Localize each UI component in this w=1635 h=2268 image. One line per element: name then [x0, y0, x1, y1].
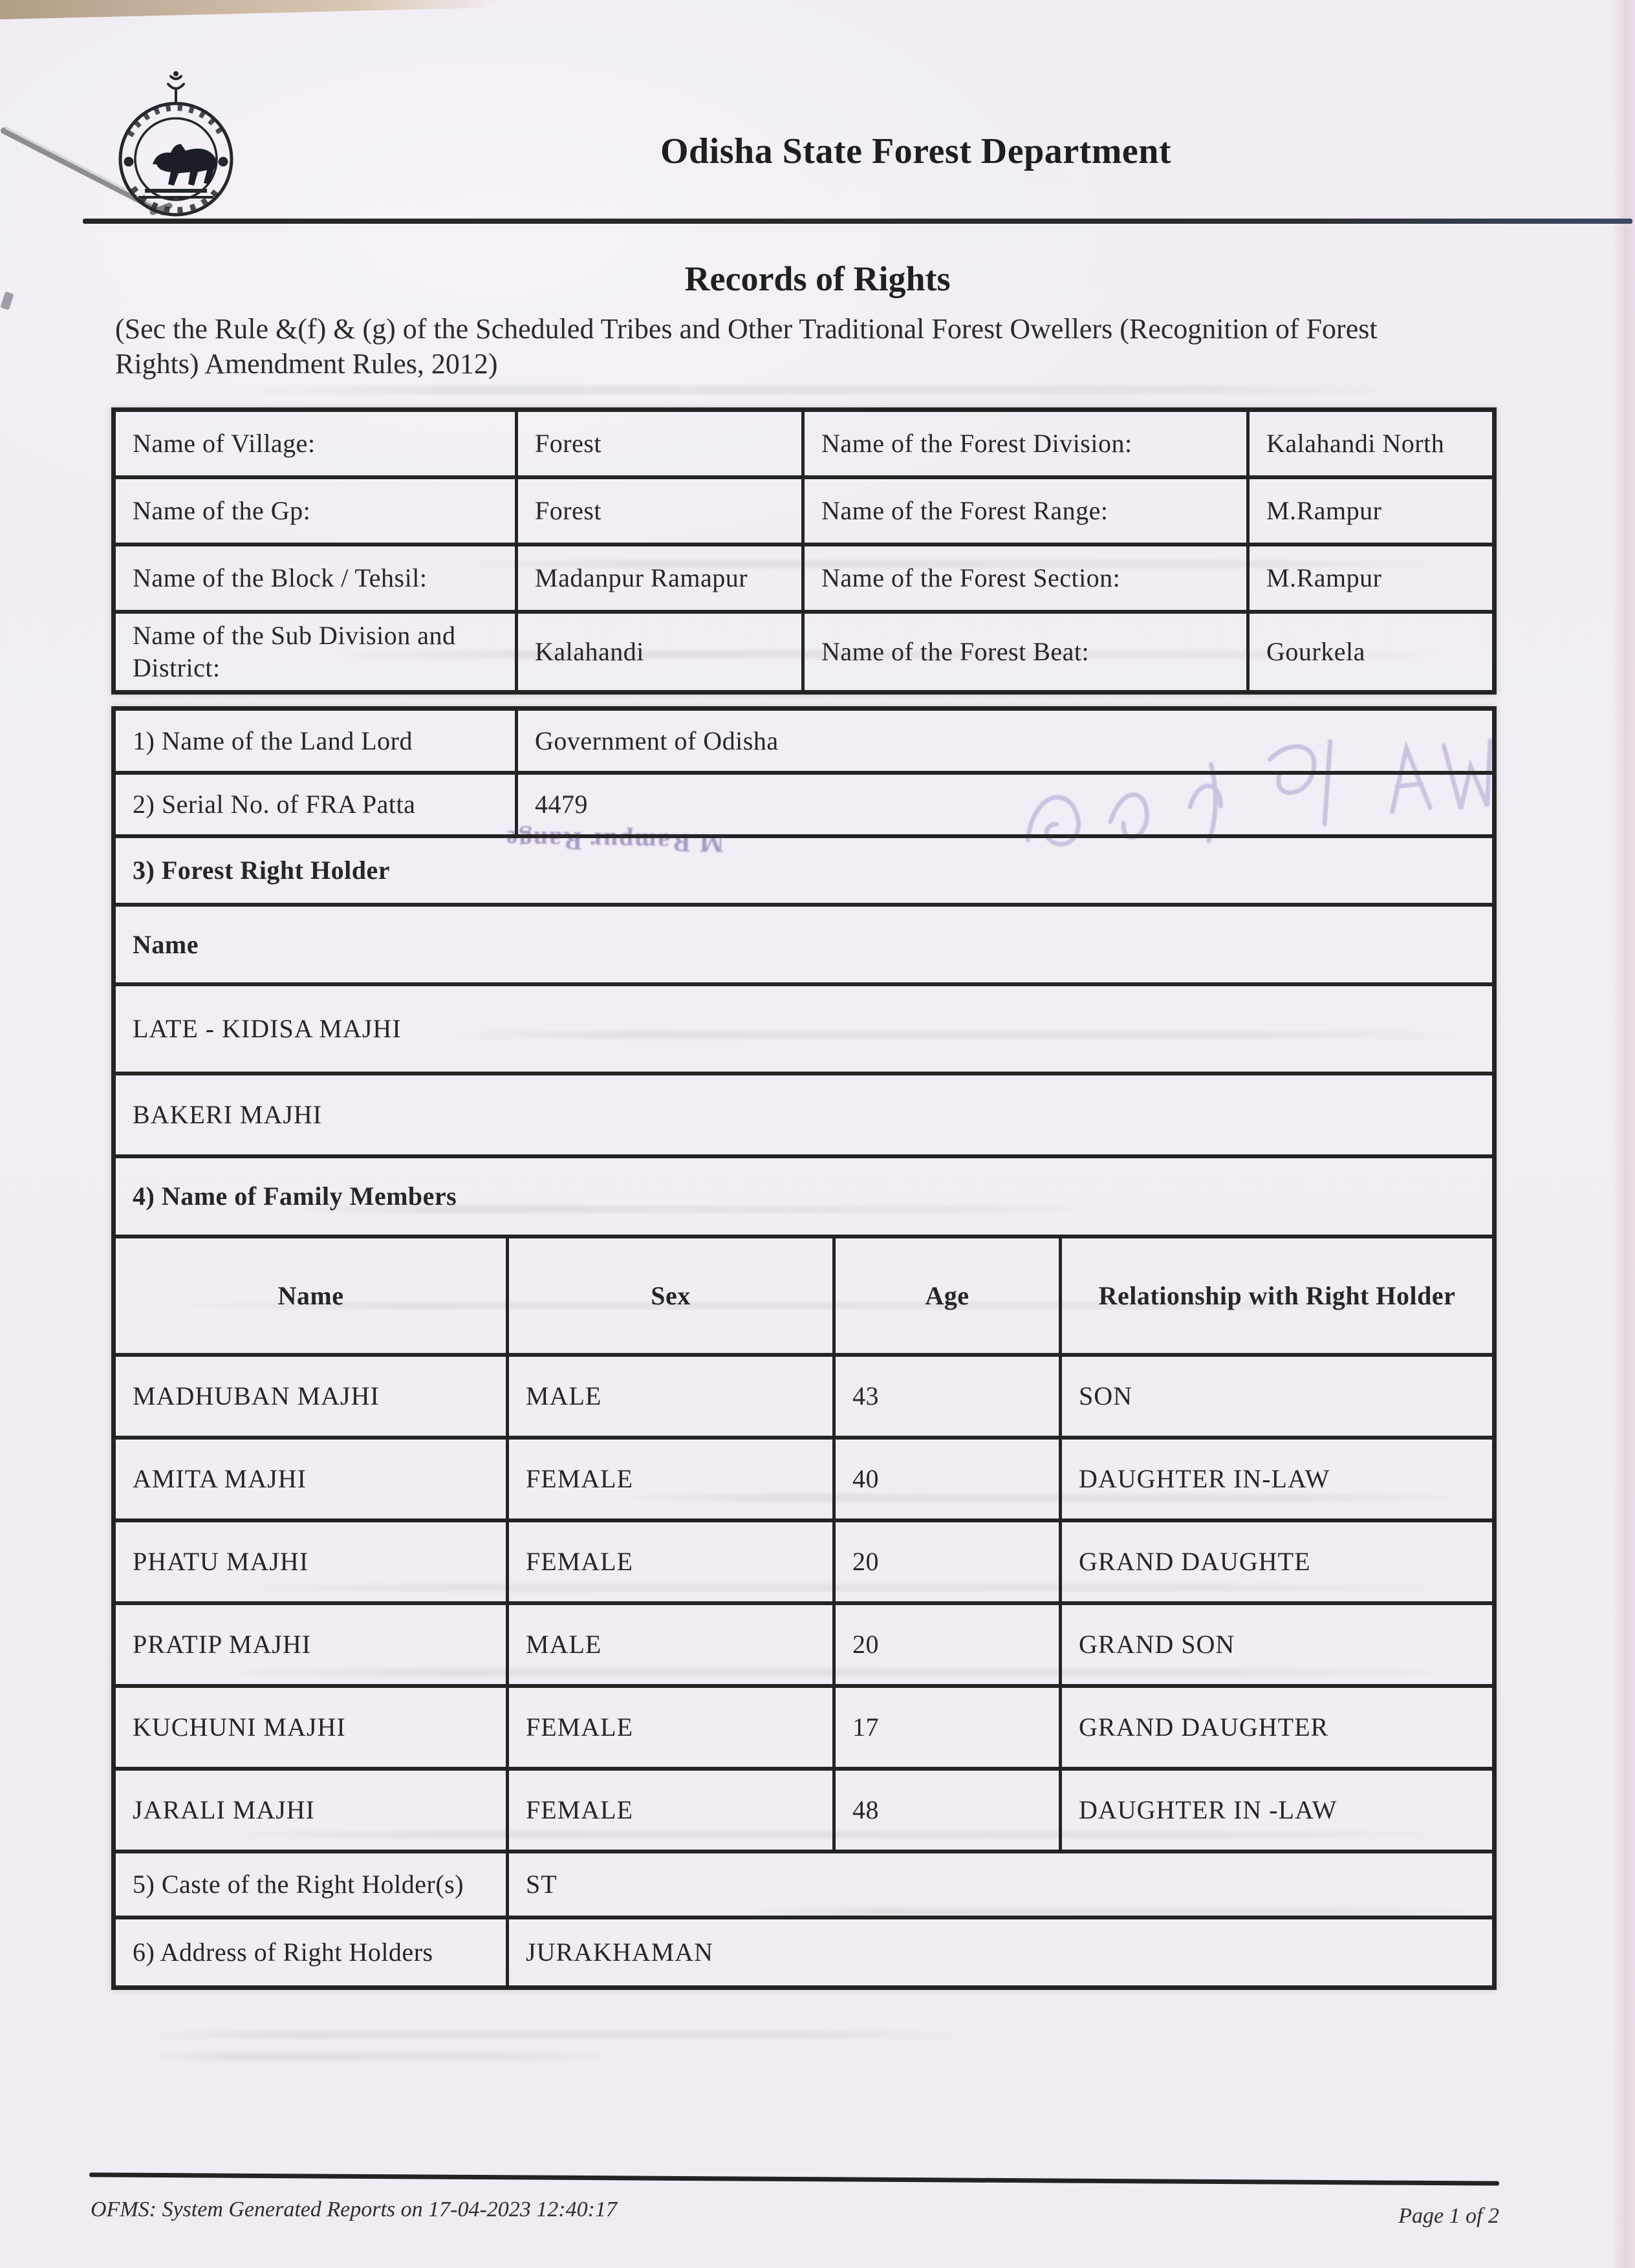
label-cell: 1) Name of the Land Lord — [116, 711, 518, 771]
label-cell: Name of Village: — [116, 412, 518, 475]
column-header: Sex — [509, 1238, 836, 1353]
footer-generated-info: OFMS: System Generated Reports on 17-04-2023 12:40:17 — [91, 2198, 617, 2221]
member-age: 17 — [836, 1688, 1062, 1767]
page-title: Records of Rights — [684, 259, 951, 298]
value-cell: Government of Odisha — [535, 726, 779, 755]
member-sex: FEMALE — [509, 1440, 836, 1518]
address-row — [116, 1919, 1492, 1985]
subtitle-line-2: Rights) Amendment Rules, 2012) — [115, 347, 498, 380]
holder-name: LATE - KIDISA MAJHI — [133, 1014, 402, 1043]
name-header-row — [116, 907, 1492, 986]
member-age: 20 — [836, 1522, 1062, 1601]
ghost-smudge — [226, 385, 1423, 394]
holder-name-row — [116, 1075, 1492, 1158]
label-cell: Name of the Sub Division and District: — [116, 614, 518, 690]
label-cell: 2) Serial No. of FRA Patta — [116, 775, 518, 834]
family-table-header-row — [116, 1238, 1492, 1357]
ghost-stamp-text: M.Rampur Range — [504, 825, 724, 858]
table-row — [116, 479, 1492, 546]
land-lord-row — [116, 711, 1492, 775]
value-cell: JURAKHAMAN — [526, 1938, 714, 1967]
member-relationship: SON — [1079, 1381, 1133, 1410]
ghost-smudge — [149, 2053, 614, 2060]
value-cell: Madanpur Ramapur — [518, 546, 805, 610]
family-members-section-row — [116, 1158, 1492, 1238]
value-cell: Forest — [518, 412, 805, 475]
family-member-row — [116, 1771, 1492, 1853]
subtitle-line-1: (Sec the Rule &(f) & (g) of the Scheduled Tribes and Other Traditional Forest Owellers (Recognition of Forest — [115, 313, 1378, 345]
village-info-table — [111, 407, 1497, 695]
member-name: JARALI MAJHI — [116, 1771, 509, 1850]
member-sex: FEMALE — [509, 1771, 836, 1850]
label-cell: Name of the Block / Tehsil: — [116, 546, 518, 610]
footer-page-number: Page 1 of 2 — [1398, 2204, 1499, 2228]
table-row — [116, 412, 1492, 479]
label-cell: Name of the Forest Division: — [805, 412, 1250, 475]
section-label: 4) Name of Family Members — [133, 1182, 457, 1211]
member-name: KUCHUNI MAJHI — [116, 1688, 509, 1767]
table-row — [116, 614, 1492, 690]
member-name: AMITA MAJHI — [116, 1440, 509, 1518]
member-name: MADHUBAN MAJHI — [116, 1357, 509, 1436]
rights-record-table — [111, 706, 1497, 1990]
ghost-smudge — [149, 2031, 970, 2039]
column-header: Name — [116, 1238, 509, 1353]
family-member-row — [116, 1605, 1492, 1688]
member-relationship: GRAND SON — [1079, 1630, 1235, 1659]
member-age: 48 — [836, 1771, 1062, 1850]
member-relationship: DAUGHTER IN -LAW — [1079, 1795, 1337, 1824]
member-sex: MALE — [509, 1605, 836, 1684]
value-cell: Kalahandi — [518, 614, 805, 690]
member-name: PRATIP MAJHI — [116, 1605, 509, 1684]
value-cell: ST — [526, 1870, 558, 1899]
value-cell: M.Rampur — [1266, 496, 1382, 525]
value-cell: M.Rampur — [1266, 563, 1382, 592]
caste-row — [116, 1853, 1492, 1919]
member-sex: FEMALE — [509, 1522, 836, 1601]
label-cell: Name of the Forest Beat: — [805, 614, 1250, 690]
member-sex: FEMALE — [509, 1688, 836, 1767]
member-age: 40 — [836, 1440, 1062, 1518]
value-cell: Gourkela — [1266, 637, 1365, 666]
label-cell: 5) Caste of the Right Holder(s) — [116, 1853, 509, 1916]
forest-right-holder-section-row — [116, 838, 1492, 907]
member-relationship: GRAND DAUGHTER — [1079, 1712, 1329, 1742]
header-divider — [83, 219, 1632, 224]
family-member-row — [116, 1522, 1492, 1605]
member-name: PHATU MAJHI — [116, 1522, 509, 1601]
holder-name: BAKERI MAJHI — [133, 1100, 323, 1129]
member-relationship: GRAND DAUGHTE — [1079, 1547, 1311, 1576]
scanner-edge-strip — [0, 0, 504, 19]
family-member-row — [116, 1440, 1492, 1522]
label-cell: Name of the Forest Section: — [805, 546, 1250, 610]
member-relationship: DAUGHTER IN-LAW — [1079, 1464, 1330, 1493]
family-member-row — [116, 1688, 1492, 1771]
label-cell: 6) Address of Right Holders — [116, 1919, 509, 1985]
odisha-state-seal-icon — [98, 67, 254, 237]
holder-name-row — [116, 986, 1492, 1075]
label-cell: Name of the Forest Range: — [805, 479, 1250, 543]
table-row — [116, 546, 1492, 614]
subtitle — [115, 312, 1577, 381]
member-age: 20 — [836, 1605, 1062, 1684]
value-cell: Kalahandi North — [1266, 429, 1445, 458]
section-label: Name — [133, 929, 199, 959]
section-label: 3) Forest Right Holder — [133, 856, 390, 885]
column-header: Relationship with Right Holder — [1098, 1280, 1456, 1310]
column-header: Age — [836, 1238, 1062, 1353]
value-cell: Forest — [518, 479, 805, 543]
member-age: 43 — [836, 1357, 1062, 1436]
family-member-row — [116, 1357, 1492, 1440]
footer-divider — [89, 2172, 1499, 2185]
department-title: Odisha State Forest Department — [660, 131, 1172, 171]
member-sex: MALE — [509, 1357, 836, 1436]
label-cell: Name of the Gp: — [116, 479, 518, 543]
value-cell: 4479 — [535, 790, 588, 819]
fra-patta-serial-row — [116, 775, 1492, 838]
scan-right-shadow — [1613, 0, 1635, 2268]
